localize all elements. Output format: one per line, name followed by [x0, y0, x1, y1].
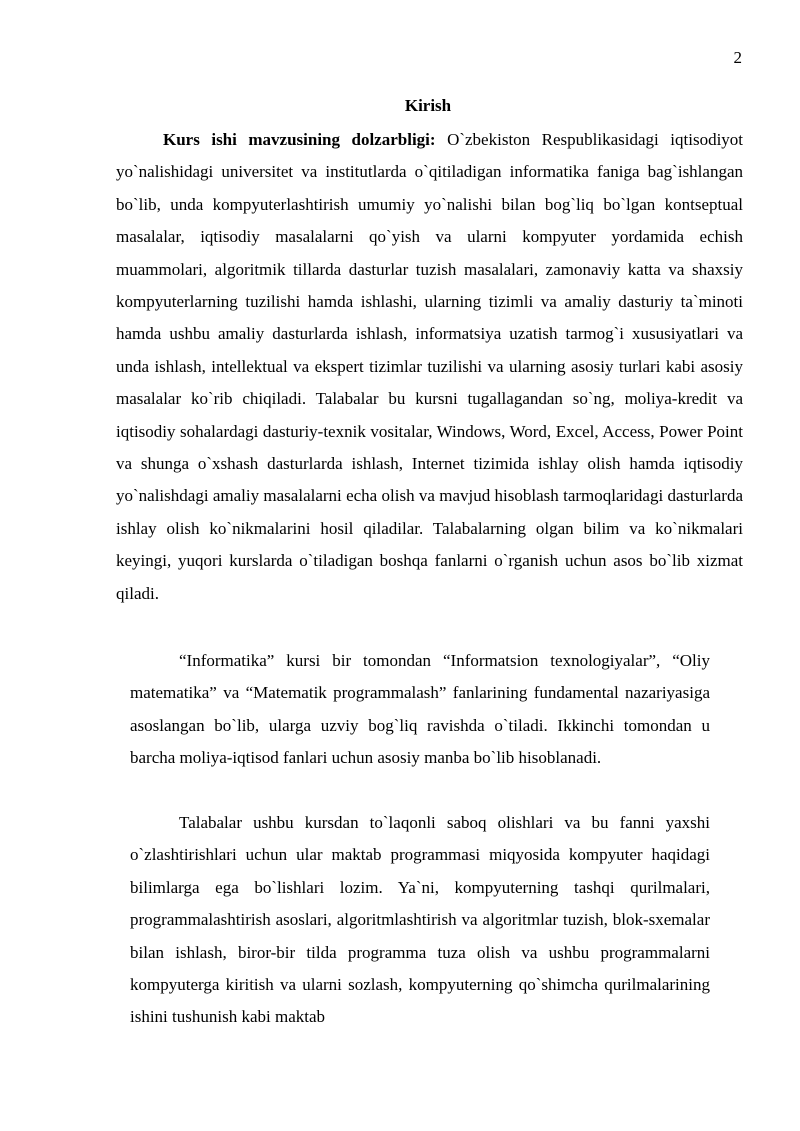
paragraph-relevance [116, 124, 743, 610]
page-number: 2 [733, 48, 742, 67]
paragraph-informatika-course: “Informatika” kursi bir tomondan “Informatsion texnologiyalar”, “Oliy matematika” va “Matematik programmalash” fanlarining fundamental nazariyasiga asoslangan bo`lib, ularga uzviy bog`liq ravishda o`tiladi. Ikkinchi tomondan u barcha moliya-iqtisod fanlari uchun asosiy manba bo`lib hisoblanadi. [130, 651, 710, 768]
paragraph-prerequisites: Talabalar ushbu kursdan to`laqonli saboq olishlari va bu fanni yaxshi o`zlashtirishlari uchun ular maktab programmasi miqyosida kompyuter haqidagi bilimlarga ega bo`lishlari lozim. Ya`ni, kompyuterning tashqi qurilmalari, programmalashtirish asoslari, algoritmlashtirish va algoritmlar tuzish, blok-sxemalar bilan ishlash, biror-bir tilda programma tuza olish va ushbu programmalarni kompyuterga kiritish va ularni sozlash, kompyuterning qo`shimcha qurilmalarining ishini tushunish kabi maktab [130, 813, 710, 1027]
paragraph-text: O`zbekiston Respublikasidagi iqtisodiyot yo`nalishidagi universitet va institutlarda o`qitiladigan informatika faniga bag`ishlangan bo`lib, unda kompyuterlashtirish umumiy yo`nalishi bilan bog`liq bo`lgan kontseptual masalalar, iqtisodiy masalalarni qo`yish va ularni kompyuter yordamida echish muammolari, algoritmik tillarda dasturlar tuzish masalalari, zamonaviy katta va shaxsiy kompyuterlarning tuzilishi hamda ishlashi, ularning tizimli va amaliy dasturiy ta`minoti hamda ushbu amaliy dasturlarda ishlash, informatsiya uzatish tarmog`i xususiyatlari va unda ishlash, intellektual va ekspert tizimlar tuzilishi va ularning asosiy turlari kabi asosiy masalalar ko`rib chiqiladi. Talabalar bu kursni tugallagandan so`ng, moliya-kredit va iqtisodiy sohalardagi dasturiy-texnik vositalar, Windows, Word, Excel, Access, Power Point va shunga o`xshash dasturlarda ishlash, Internet tizimida ishlay olish hamda iqtisodiy yo`nalishdagi amaliy masalalarni echa olish va mavjud hisoblash tarmoqlaridagi dasturlarda ishlay olish ko`nikmalarini hosil qiladilar. Talabalarning olgan bilim va ko`nikmalari keyingi, yuqori kurslarda o`tiladigan boshqa fanlarni o`rganish uchun asos bo`lib xizmat qiladi. [116, 130, 744, 603]
section-heading: Kirish [404, 96, 452, 115]
paragraph-lead: Kurs ishi mavzusining dolzarbligi: [163, 130, 436, 149]
